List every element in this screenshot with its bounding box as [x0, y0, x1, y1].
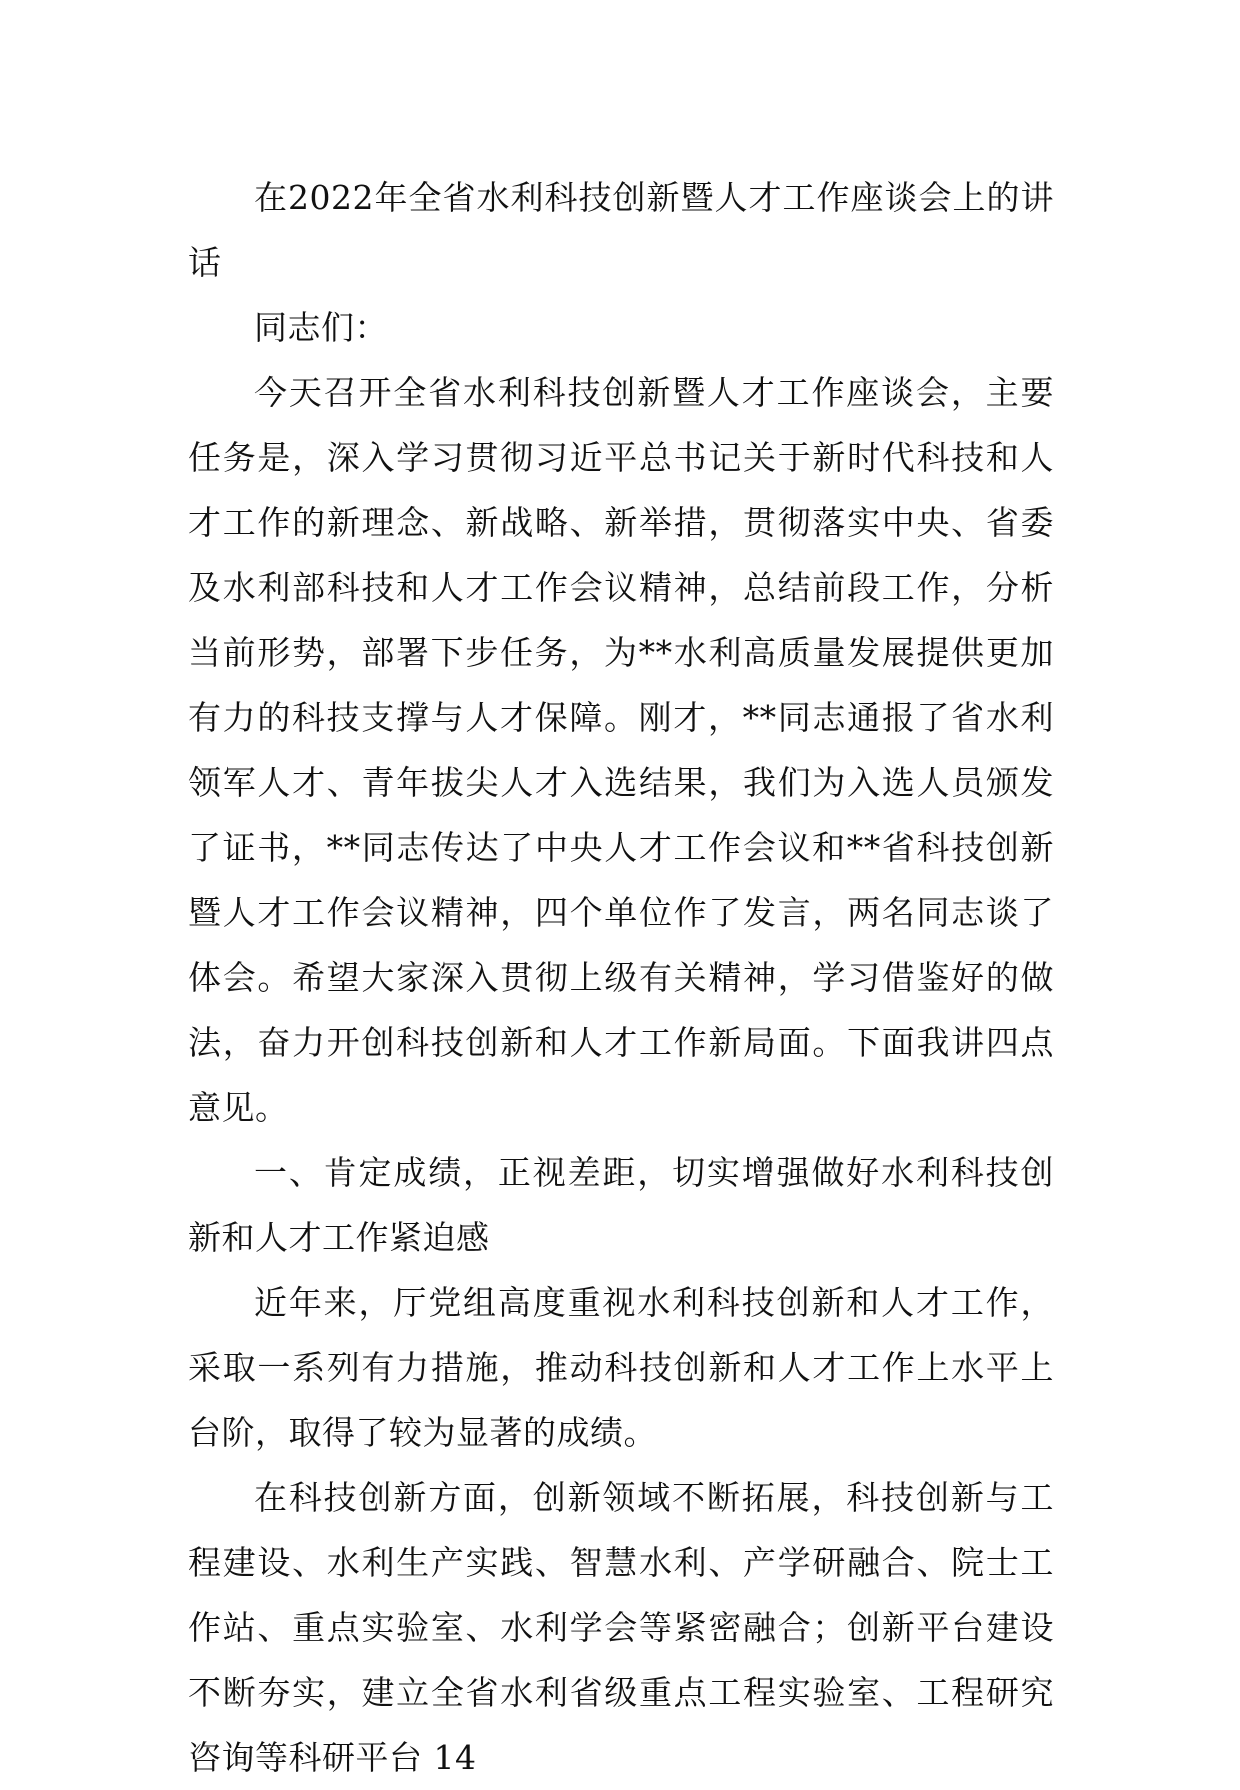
- document-body: [188, 165, 1054, 1790]
- paragraph-achievements: 近年来，厅党组高度重视水利科技创新和人才工作，采取一系列有力措施，推动科技创新和人才工作上水平上台阶，取得了较为显著的成绩。: [188, 1283, 1054, 1452]
- paragraph-intro: 今天召开全省水利科技创新暨人才工作座谈会，主要任务是，深入学习贯彻习近平总书记关于新时代科技和人才工作的新理念、新战略、新举措，贯彻落实中央、省委及水利部科技和人才工作会议精神，总结前段工作，分析当前形势，部署下步任务，为**水利高质量发展提供更加有力的科技支撑与人才保障。刚才，**同志通报了省水利领军人才、青年拔尖人才入选结果，我们为入选人员颁发了证书，**同志传达了中央人才工作会议和**省科技创新暨人才工作会议精神，四个单位作了发言，两名同志谈了体会。希望大家深入贯彻上级有关精神，学习借鉴好的做法，奋力开创科技创新和人才工作新局面。下面我讲四点意见。: [188, 373, 1054, 1127]
- section-heading-1: 一、肯定成绩，正视差距，切实增强做好水利科技创新和人才工作紧迫感: [188, 1153, 1054, 1257]
- salutation: 同志们：: [254, 308, 388, 347]
- document-title: 在2022年全省水利科技创新暨人才工作座谈会上的讲话: [188, 178, 1054, 282]
- paragraph-innovation: 在科技创新方面，创新领域不断拓展，科技创新与工程建设、水利生产实践、智慧水利、产学研融合、院士工作站、重点实验室、水利学会等紧密融合；创新平台建设不断夯实，建立全省水利省级重点工程实验室、工程研究咨询等科研平台 14: [188, 1478, 1054, 1777]
